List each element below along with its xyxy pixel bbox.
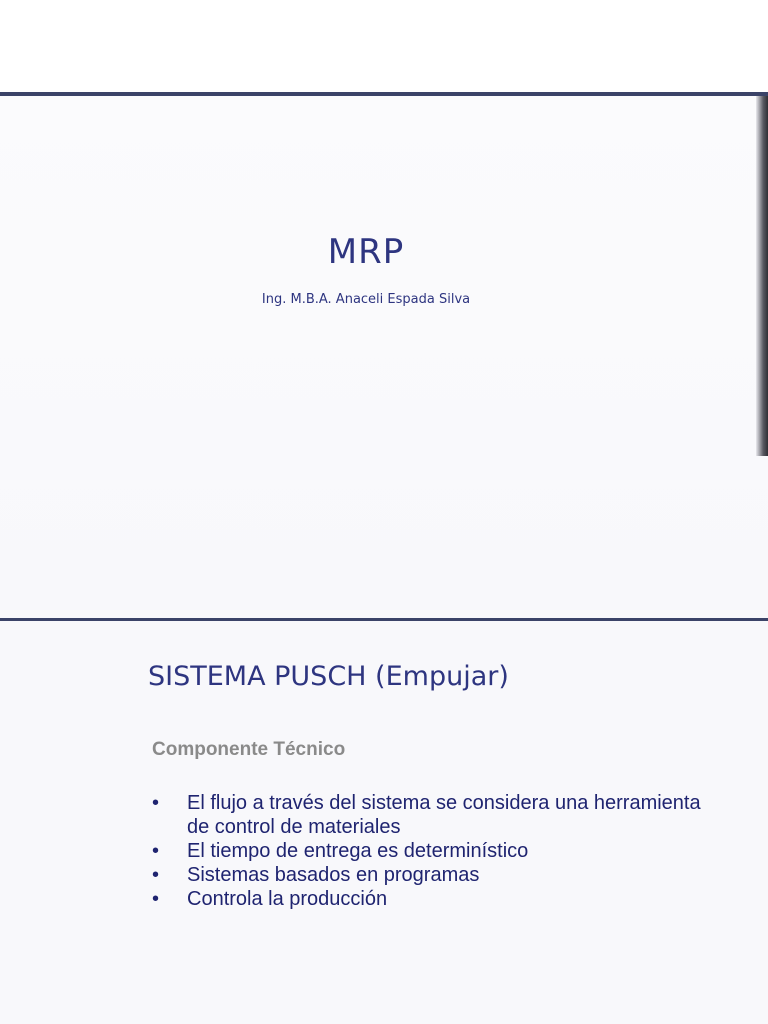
bullet-text: El flujo a través del sistema se considera una herramienta de control de materiales [187, 792, 701, 838]
bullet-item [152, 839, 712, 863]
bullet-item [152, 863, 712, 887]
bullet-icon: • [152, 864, 160, 886]
bullet-list [152, 791, 712, 911]
slide-title: SISTEMA PUSCH (Empujar) [148, 661, 509, 692]
bullet-text: Sistemas basados en programas [187, 864, 480, 886]
title-slide [0, 92, 768, 618]
content-slide [0, 618, 768, 1024]
slide-subtitle: Ing. M.B.A. Anaceli Espada Silva [261, 292, 471, 307]
bullet-item [152, 887, 712, 911]
bullet-text: Controla la producción [187, 888, 388, 910]
section-heading: Componente Técnico [152, 739, 346, 760]
bullet-icon: • [152, 792, 160, 814]
slide-edge-shadow [756, 96, 768, 456]
bullet-icon: • [152, 888, 160, 910]
bullet-icon: • [152, 840, 160, 862]
bullet-item [152, 791, 712, 839]
bullet-text: El tiempo de entrega es determinístico [187, 840, 529, 862]
slide-title: MRP [327, 232, 405, 272]
